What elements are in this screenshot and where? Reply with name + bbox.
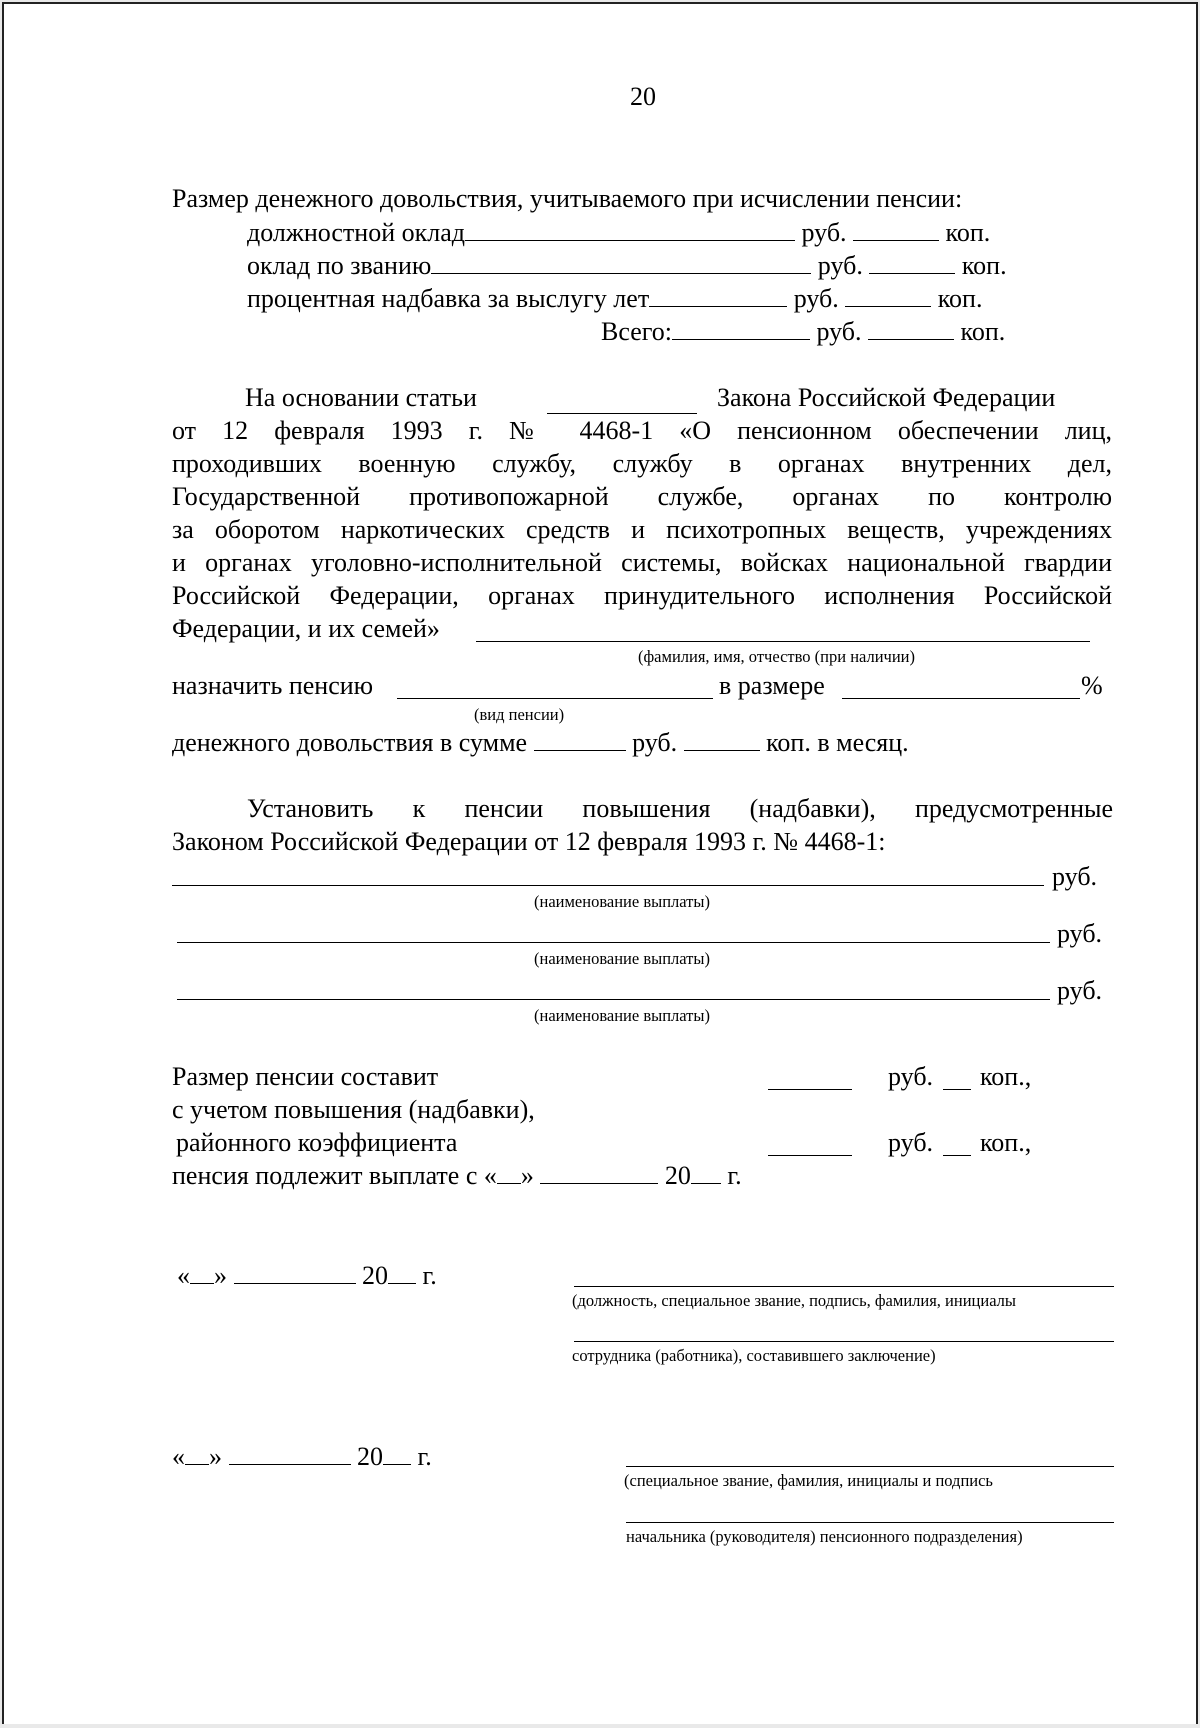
summary-kop-field-2[interactable] bbox=[943, 1155, 971, 1156]
page-number: 20 bbox=[630, 82, 656, 111]
sign1-line-1[interactable] bbox=[574, 1286, 1114, 1287]
sign2-caption-1: (специальное звание, фамилия, инициалы и подпись bbox=[624, 1471, 993, 1490]
payment-field-1[interactable] bbox=[172, 885, 1044, 886]
salary-kop-field[interactable] bbox=[853, 218, 939, 241]
basis-line: и органах уголовно-исполнительной системы, войсках национальной гвардии bbox=[172, 548, 1112, 577]
rub-label: руб. bbox=[632, 728, 678, 757]
fio-caption: (фамилия, имя, отчество (при наличии) bbox=[638, 647, 916, 666]
basis-line-start: На основании статьи bbox=[245, 383, 477, 412]
pay-row-seniority bbox=[247, 282, 982, 315]
basis-line: Государственной противопожарной службе, органах по контролю bbox=[172, 482, 1112, 511]
article-field[interactable] bbox=[547, 381, 697, 414]
sum-rub-field[interactable] bbox=[534, 728, 626, 751]
pay-heading: Размер денежного довольствия, учитываемого при исчислении пенсии: bbox=[172, 184, 963, 213]
summary-rub-2: руб. bbox=[888, 1128, 934, 1157]
summary-line-3: районного коэффициента bbox=[176, 1128, 458, 1157]
sign2-date-row bbox=[172, 1440, 432, 1473]
payment-field-3[interactable] bbox=[177, 999, 1050, 1000]
document-page bbox=[2, 2, 1198, 1724]
sign2-caption-2: начальника (руководителя) пенсионного подразделения) bbox=[626, 1527, 1023, 1546]
assign-label: назначить пенсию bbox=[172, 671, 374, 700]
summary-line-2: с учетом повышения (надбавки), bbox=[172, 1095, 535, 1124]
summary-kop-field-1[interactable] bbox=[943, 1089, 971, 1090]
payout-year-prefix: 20 bbox=[664, 1161, 691, 1190]
year-prefix: 20 bbox=[357, 1442, 383, 1471]
payout-label: пенсия подлежит выплате с « bbox=[172, 1161, 497, 1190]
increase-line-2: Законом Российской Федерации от 12 февраля 1993 г. № 4468-1: bbox=[172, 827, 886, 856]
pay-row-label: процентная надбавка за выслугу лет bbox=[247, 284, 650, 313]
open-quote: « bbox=[172, 1442, 185, 1471]
basis-line: проходивших военную службу, службу в органах внутренних дел, bbox=[172, 449, 1112, 478]
rank-rub-field[interactable] bbox=[431, 251, 811, 274]
payout-day-field[interactable] bbox=[497, 1161, 521, 1184]
payment-rub-2: руб. bbox=[1057, 919, 1103, 948]
summary-rub-1: руб. bbox=[888, 1062, 934, 1091]
total-rub-field[interactable] bbox=[672, 317, 810, 340]
summary-kop-2: коп., bbox=[980, 1128, 1032, 1157]
kop-label: коп. bbox=[937, 284, 983, 313]
year-suffix: г. bbox=[417, 1442, 432, 1471]
sign2-month-field[interactable] bbox=[229, 1442, 351, 1465]
sign2-year-field[interactable] bbox=[383, 1442, 411, 1465]
pay-row-label: оклад по званию bbox=[247, 251, 432, 280]
summary-rub-field-1[interactable] bbox=[768, 1089, 852, 1090]
basis-line: от 12 февраля 1993 г. № 4468-1 «О пенсионном обеспечении лиц, bbox=[172, 416, 1112, 445]
kop-label: коп. bbox=[961, 251, 1007, 280]
pay-row-salary bbox=[247, 216, 990, 249]
kop-label: коп. bbox=[945, 218, 991, 247]
payout-year-suffix: г. bbox=[727, 1161, 742, 1190]
sign1-year-field[interactable] bbox=[388, 1261, 416, 1284]
sign1-caption-2: сотрудника (работника), составившего заключение) bbox=[572, 1346, 936, 1365]
rub-label: руб. bbox=[816, 317, 862, 346]
seniority-rub-field[interactable] bbox=[649, 284, 787, 307]
sum-row bbox=[172, 726, 909, 759]
pay-row-total bbox=[601, 315, 1005, 348]
sign1-month-field[interactable] bbox=[234, 1261, 356, 1284]
year-prefix: 20 bbox=[362, 1261, 388, 1290]
sum-kop-field[interactable] bbox=[684, 728, 760, 751]
payment-caption-2: (наименование выплаты) bbox=[534, 949, 710, 968]
sign1-day-field[interactable] bbox=[190, 1261, 214, 1284]
rub-label: руб. bbox=[817, 251, 863, 280]
kop-month-label: коп. в месяц. bbox=[766, 728, 909, 757]
pay-row-rank bbox=[247, 249, 1007, 282]
sign2-line-1[interactable] bbox=[626, 1466, 1114, 1467]
rank-kop-field[interactable] bbox=[869, 251, 955, 274]
payment-rub-3: руб. bbox=[1057, 976, 1103, 1005]
summary-line-1: Размер пенсии составит bbox=[172, 1062, 439, 1091]
payment-caption-3: (наименование выплаты) bbox=[534, 1006, 710, 1025]
sign1-date-row bbox=[177, 1259, 437, 1292]
seniority-kop-field[interactable] bbox=[845, 284, 931, 307]
rub-label: руб. bbox=[793, 284, 839, 313]
rub-label: руб. bbox=[801, 218, 847, 247]
pay-row-label: должностной оклад bbox=[247, 218, 465, 247]
open-quote: « bbox=[177, 1261, 190, 1290]
summary-kop-1: коп., bbox=[980, 1062, 1032, 1091]
sign1-caption-1: (должность, специальное звание, подпись, фамилия, инициалы bbox=[572, 1291, 1016, 1310]
percent-sign: % bbox=[1081, 671, 1103, 700]
payout-month-field[interactable] bbox=[540, 1161, 658, 1184]
total-kop-field[interactable] bbox=[868, 317, 954, 340]
payment-caption-1: (наименование выплаты) bbox=[534, 892, 710, 911]
kop-label: коп. bbox=[960, 317, 1006, 346]
payout-year-field[interactable] bbox=[691, 1161, 721, 1184]
payment-field-2[interactable] bbox=[177, 942, 1050, 943]
year-suffix: г. bbox=[422, 1261, 437, 1290]
summary-rub-field-2[interactable] bbox=[768, 1155, 852, 1156]
sum-label: денежного довольствия в сумме bbox=[172, 728, 528, 757]
pension-type-field[interactable] bbox=[397, 698, 713, 699]
close-quote: » bbox=[214, 1261, 227, 1290]
sign2-line-2[interactable] bbox=[626, 1522, 1114, 1523]
payment-rub-1: руб. bbox=[1052, 862, 1098, 891]
fio-field[interactable] bbox=[476, 641, 1090, 642]
payout-close-quote: » bbox=[520, 1161, 534, 1190]
payout-date-row bbox=[172, 1159, 742, 1192]
sign2-day-field[interactable] bbox=[185, 1442, 209, 1465]
basis-line-law: Закона Российской Федерации bbox=[717, 383, 1056, 412]
salary-rub-field[interactable] bbox=[465, 218, 795, 241]
basis-line: за оборотом наркотических средств и психотропных веществ, учреждениях bbox=[172, 515, 1112, 544]
basis-line: Российской Федерации, органах принудительного исполнения Российской bbox=[172, 581, 1112, 610]
percent-field[interactable] bbox=[842, 698, 1080, 699]
pay-row-label: Всего: bbox=[601, 317, 672, 346]
size-label: в размере bbox=[719, 671, 825, 700]
close-quote: » bbox=[209, 1442, 222, 1471]
increase-line-1: Установить к пенсии повышения (надбавки), предусмотренные bbox=[247, 794, 1113, 823]
basis-line: Федерации, и их семей» bbox=[172, 614, 440, 643]
pension-type-caption: (вид пенсии) bbox=[474, 705, 565, 724]
sign1-line-2[interactable] bbox=[574, 1341, 1114, 1342]
